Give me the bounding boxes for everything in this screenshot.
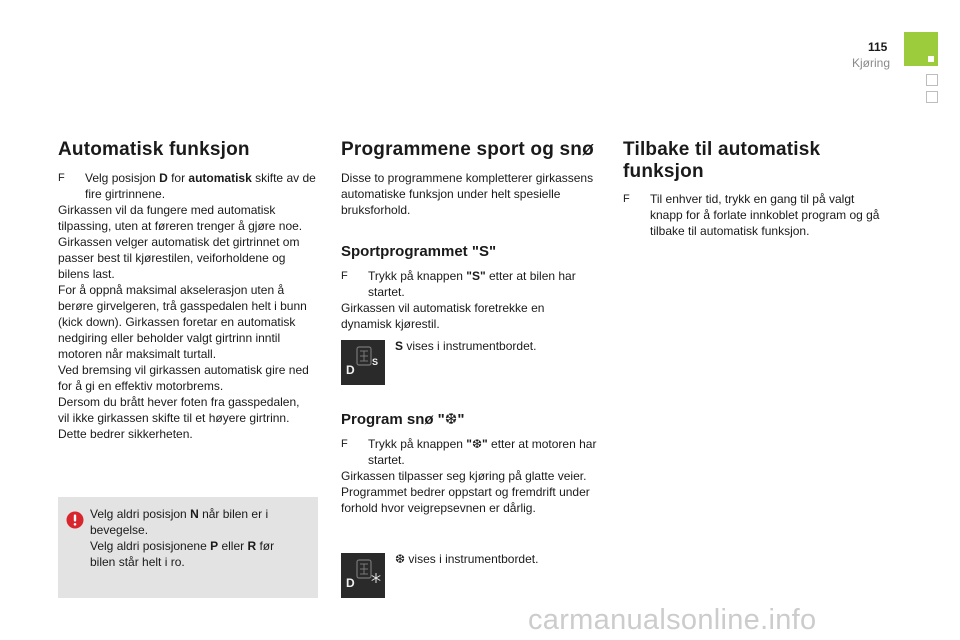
body-text: Girkassen vil da fungere med automatisk tilpassing, uten at føreren trenger å gjøre noe. Girkassen velger automatisk det girtrinnet om passer best til kjørestilen, veiforholdene og bilens last. For å oppnå maksimal akselerasjon uten å berøre girvelgeren, trå gasspedalen helt i bunn (kick down). Girkassen foretar en automatisk nedgiring eller beholder valgt girtrinn inntil motoren når maksimalt turtall. Ved bremsing vil girkassen automatisk gire ned for å gi en effektiv motorbrems. Dersom du brått hever foten fra gasspedalen, vil ikke girkassen skifte til et høyere girtrinn. Dette bedrer sikkerheten. [58, 203, 309, 441]
heading-snow: Program snø "❆" [341, 411, 465, 428]
bullet-marker-icon: F [341, 270, 348, 282]
heading-programs: Programmene sport og snø [341, 139, 594, 160]
chapter-tab-active[interactable] [904, 32, 938, 66]
section-label: Kjøring [852, 56, 891, 70]
gear-letter: D [346, 576, 355, 590]
bullet-item: F Trykk på knappen "❆" etter at motoren har startet. [341, 437, 597, 467]
snowflake-icon [372, 573, 381, 583]
warning-text: Velg aldri posisjon N når bilen er i bevegelse. Velg aldri posisjonene P eller R før bilen står helt i ro. [90, 507, 275, 569]
dashboard-sport-icon [341, 340, 385, 385]
heading-sport: Sportprogrammet "S" [341, 243, 497, 260]
snow-indicator-text: ❆ vises i instrumentbordet. [395, 552, 539, 566]
watermark: carmanualsonline.info [528, 604, 817, 636]
sport-indicator-text: S vises i instrumentbordet. [395, 339, 537, 353]
column-programs [341, 139, 609, 218]
bullet-marker-icon: F [341, 438, 348, 450]
bullet-marker-icon: F [623, 193, 630, 205]
warning-panel [58, 497, 318, 598]
bullet-item: F Velg posisjon D for automatisk skifte av de fire girtrinnene. [58, 171, 316, 201]
page-number: 115 [868, 40, 888, 54]
warning-icon [66, 511, 84, 529]
sport-letter: S [372, 357, 379, 367]
heading-back-to-automatic: Tilbake til automatisk funksjon [623, 139, 821, 182]
sport-section: F Trykk på knappen "S" etter at bilen har startet. Girkassen vil automatisk foretrekke en dynamisk kjørestil. [341, 268, 609, 332]
column-back-to-automatic [623, 139, 893, 239]
heading-automatic: Automatisk funksjon [58, 139, 250, 160]
snowflake-icon: ❆ [395, 552, 406, 566]
gear-letter: D [346, 363, 355, 377]
snow-section: F Trykk på knappen "❆" etter at motoren har startet. Girkassen tilpasser seg kjøring på glatte veier. Programmet bedrer oppstart og fremdrift under forhold hvor veigrepsevnen er dårlig. [341, 436, 609, 516]
intro-text: Disse to programmene kompletterer girkassens automatiske funksjon under helt spesielle bruksforhold. [341, 171, 594, 217]
bullet-marker-icon: F [58, 172, 65, 184]
bullet-item: F Trykk på knappen "S" etter at bilen har startet. [341, 269, 576, 299]
chapter-tab[interactable] [926, 91, 938, 103]
chapter-tab[interactable] [926, 74, 938, 86]
dashboard-snow-icon [341, 553, 385, 598]
bullet-item: F Til enhver tid, trykk en gang til på valgt knapp for å forlate innkoblet program og gå tilbake til automatisk funksjon. [623, 192, 880, 238]
tab-marker-icon [928, 56, 934, 62]
column-automatic [58, 139, 322, 442]
